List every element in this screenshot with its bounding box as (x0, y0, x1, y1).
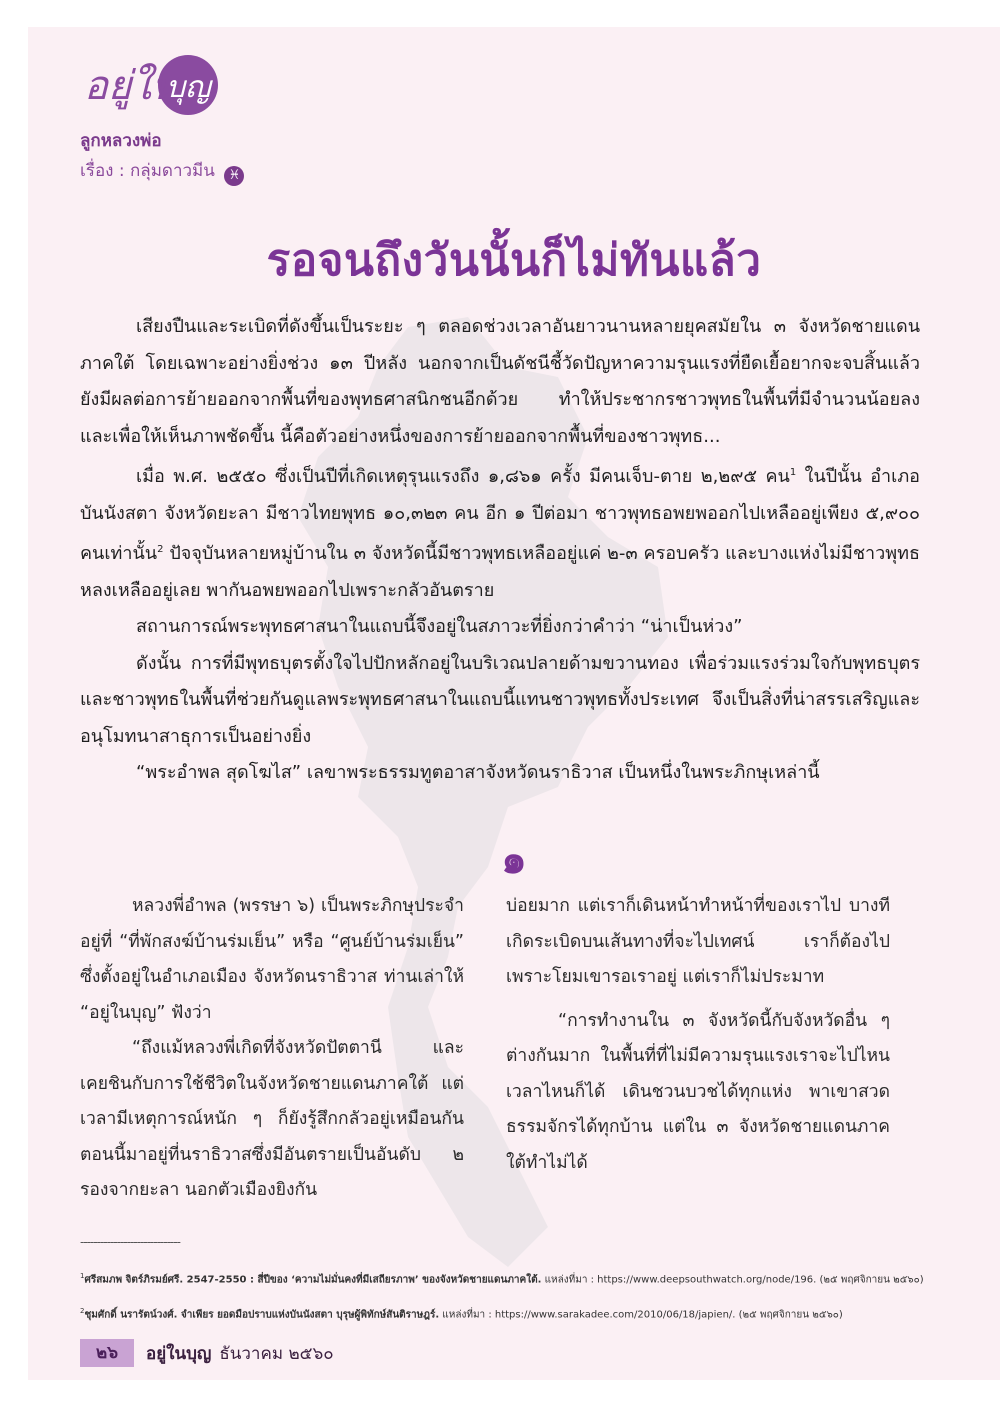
page-footer (80, 1339, 334, 1367)
section-number: ๑ (501, 837, 527, 883)
right-column (506, 889, 890, 1181)
magazine-logo (80, 49, 220, 119)
footnote-divider: ------------------------------ (80, 1235, 180, 1249)
body-paragraph: “การทำงานใน ๓ จังหวัดนี้กับจังหวัดอื่น ๆ ต่างกันมาก ในพื้นที่ที่ไม่มีความรุนแรงเราจะไปไหนเวลาไหนก็ได้ เดินชวนบวชได้ทุกแห่ง พาเขาสวดธรรมจักรได้ทุกบ้าน แต่ใน ๓ จังหวัดชายแดนภาคใต้ทำไม่ได้ (506, 1010, 890, 1173)
footnote-citation: ศรีสมภพ จิตร์ภิรมย์ศรี. 2547-2550 : สี่ปีของ ‘ความไม่มั่นคงที่มีเสถียรภาพ’ ของจังหวัดชายแดนภาคใต้. (84, 1274, 542, 1286)
column-name: ลูกหลวงพ่อ (80, 131, 162, 151)
intro-text: ปัจจุบันหลายหมู่บ้านใน ๓ จังหวัดนี้มีชาวพุทธเหลืออยู่แค่ ๒-๓ ครอบครัว และบางแห่งไม่มีชาวพุทธหลงเหลืออยู่เลย พากันอพยพออกไปเพราะกลัวอันตราย (80, 543, 920, 601)
svg-text:อยู่ใน: อยู่ใน (84, 63, 179, 109)
pisces-icon: ♓ (224, 166, 244, 186)
intro-text: ในปีนั้น อำเภอบันนังสตา จังหวัดยะลา มีชาวไทยพุทธ ๑๐,๓๒๓ คน อีก ๑ ปีต่อมา ชาวพุทธอพยพออกไปเหลืออยู่เพียง ๕,๙๐๐ คนเท่านั้น (80, 466, 920, 564)
magazine-page (28, 27, 1000, 1380)
byline-text: เรื่อง : กลุ่มดาวมีน (80, 161, 215, 181)
body-paragraph: บ่อยมาก แต่เราก็เดินหน้าทำหน้าที่ของเราไป บางทีเกิดระเบิดบนเส้นทางที่จะไปเทศน์ เราก็ต้องไป เพราะโยมเขารอเราอยู่ แต่เราก็ไม่ประมาท (506, 896, 890, 987)
article-title: รอจนถึงวันนั้นก็ไม่ทันแล้ว (266, 235, 762, 286)
intro-paragraph-statistics (80, 455, 920, 609)
page-number: ๒๖ (80, 1339, 134, 1367)
intro-paragraph: ดังนั้น การที่มีพุทธบุตรตั้งใจไปปักหลักอยู่ในบริเวณปลายด้ามขวานทอง เพื่อร่วมแรงร่วมใจกับพุทธบุตรและชาวพุทธในพื้นที่ช่วยกันดูแลพระพุทธศาสนาในแถบนี้แทนชาวพุทธทั้งประเทศ จึงเป็นสิ่งที่น่าสรรเสริญและอนุโมทนาสาธุการเป็นอย่างยิ่ง (80, 652, 920, 747)
intro-paragraph: เสียงปืนและระเบิดที่ดังขึ้นเป็นระยะ ๆ ตลอดช่วงเวลาอันยาวนานหลายยุคสมัยใน ๓ จังหวัดชายแดนภาคใต้ โดยเฉพาะอย่างยิ่งช่วง ๑๓ ปีหลัง นอกจากเป็นดัชนีชี้วัดปัญหาความรุนแรงที่ยืดเยื้อยากจะจบสิ้นแล้ว ยังมีผลต่อการย้ายออกจากพื้นที่ของพุทธศาสนิกชนอีกด้วย ทำให้ประชากรชาวพุทธในพื้นที่มีจำนวนน้อยลง และเพื่อให้เห็นภาพชัดขึ้น นี้คือตัวอย่างหนึ่งของการย้ายออกจากพื้นที่ของชาวพุทธ... (80, 316, 920, 447)
footnote-citation: ชุมศักดิ์ นรารัตน์วงศ์. จำเพียร ยอดมือปราบแห่งบันนังสตา บุรุษผู้พิทักษ์สันติราษฎร์. (84, 1309, 440, 1321)
article-intro (80, 309, 920, 792)
svg-text:บุญ: บุญ (166, 70, 211, 105)
intro-paragraph: สถานการณ์พระพุทธศาสนาในแถบนี้จึงอยู่ในสภาวะที่ยิ่งกว่าคำว่า “น่าเป็นห่วง” (136, 616, 743, 637)
footnote-1 (80, 1269, 960, 1287)
byline (80, 157, 244, 186)
footnote-source[interactable]: แหล่งที่มา : https://www.sarakadee.com/2010/06/18/japien/. (๒๕ พฤศจิกายน ๒๕๖๐) (439, 1309, 843, 1321)
footnote-2 (80, 1304, 960, 1322)
body-paragraph: “ถึงแม้หลวงพี่เกิดที่จังหวัดปัตตานี และเคยชินกับการใช้ชีวิตในจังหวัดชายแดนภาคใต้ แต่เวลามีเหตุการณ์หนัก ๆ ก็ยังรู้สึกกลัวอยู่เหมือนกัน ตอนนี้มาอยู่ที่นราธิวาสซึ่งมีอันตรายเป็นอันดับ ๒ รองจากยะลา นอกตัวเมืองยิงกัน (80, 1038, 464, 1200)
magazine-name: อยู่ในบุญ (146, 1343, 212, 1364)
intro-text: เมื่อ พ.ศ. ๒๕๕๐ ซึ่งเป็นปีที่เกิดเหตุรุนแรงถึง ๑,๘๖๑ ครั้ง มีคนเจ็บ-ตาย ๒,๒๙๕ คน (136, 466, 790, 487)
footnote-marker[interactable]: 1 (789, 467, 797, 478)
footnote-marker[interactable]: 2 (157, 544, 164, 555)
footnote-source[interactable]: แหล่งที่มา : https://www.deepsouthwatch.org/node/196. (๒๕ พฤศจิกายน ๒๕๖๐) (541, 1274, 924, 1286)
issue-date: ธันวาคม ๒๕๖๐ (219, 1343, 334, 1364)
left-column (80, 889, 464, 1209)
footnote-number: 2 (80, 1307, 85, 1315)
footnote-number: 1 (80, 1272, 85, 1280)
body-paragraph: หลวงพี่อำพล (พรรษา ๖) เป็นพระภิกษุประจำอยู่ที่ “ที่พักสงฆ์บ้านร่มเย็น” หรือ “ศูนย์บ้านร่มเย็น” ซึ่งตั้งอยู่ในอำเภอเมือง จังหวัดนราธิวาส ท่านเล่าให้ “อยู่ในบุญ” ฟังว่า (80, 896, 464, 1023)
intro-paragraph: “พระอำพล สุดโฆไส” เลขาพระธรรมทูตอาสาจังหวัดนราธิวาส เป็นหนึ่งในพระภิกษุเหล่านี้ (136, 762, 820, 783)
